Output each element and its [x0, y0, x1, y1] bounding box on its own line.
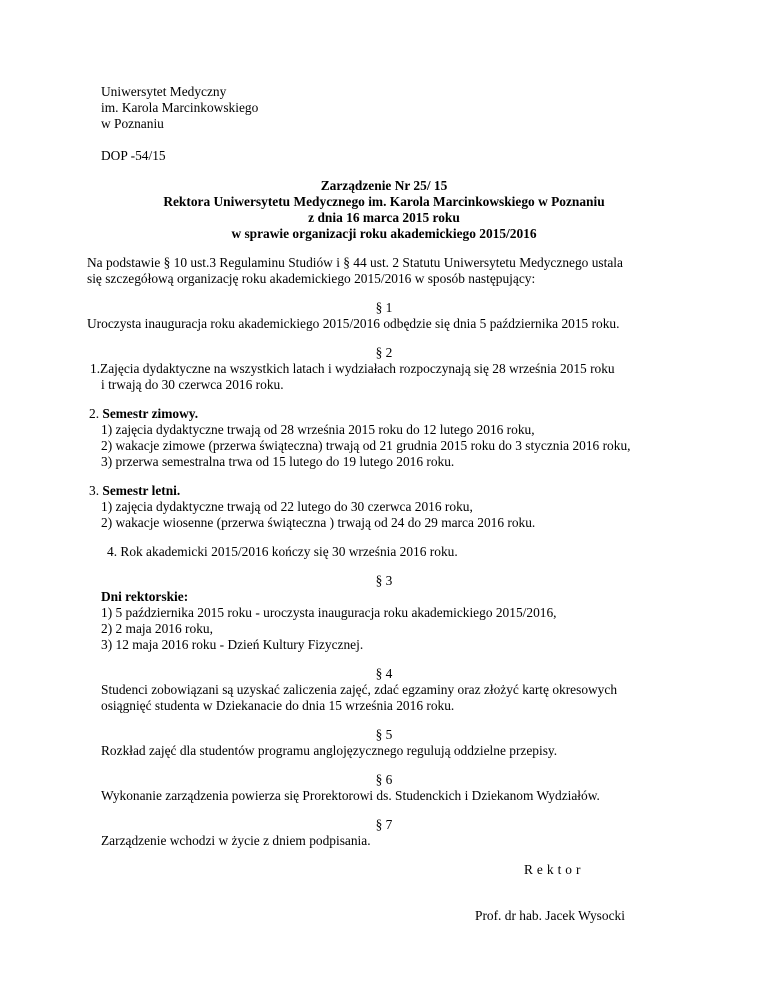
list-item: 2) wakacje wiosenne (przerwa świąteczna ) trwają od 24 do 29 marca 2016 roku. [101, 515, 536, 530]
title-line2: Rektora Uniwersytetu Medycznego im. Karola Marcinkowskiego w Poznaniu [163, 194, 605, 209]
section-7-mark: § 7 [375, 817, 393, 832]
list-item: 1) 5 października 2015 roku - uroczysta inauguracja roku akademickiego 2015/2016, [101, 605, 557, 620]
section-4-line2: osiągnięć studenta w Dziekanacie do dnia 15 września 2016 roku. [101, 698, 455, 713]
list-item: 3) 12 maja 2016 roku - Dzień Kultury Fizycznej. [101, 637, 364, 652]
header-university-line3: w Poznaniu [101, 116, 164, 131]
section-3-heading: Dni rektorskie: [101, 589, 189, 604]
list-item: 3) przerwa semestralna trwa od 15 lutego do 19 lutego 2016 roku. [101, 454, 455, 469]
title-line1: Zarządzenie Nr 25/ 15 [320, 178, 448, 193]
intro-line1: Na podstawie § 10 ust.3 Regulaminu Studiów i § 44 ust. 2 Statutu Uniwersytetu Medycznego ustala [87, 255, 623, 270]
list-item: 1) zajęcia dydaktyczne trwają od 28 września 2015 roku do 12 lutego 2016 roku, [101, 422, 535, 437]
section-5-mark: § 5 [375, 727, 393, 742]
section-2-item3-heading: 3. Semestr letni. [89, 483, 181, 498]
section-1-mark: § 1 [375, 300, 393, 315]
section-2-item1-line2: i trwają do 30 czerwca 2016 roku. [101, 377, 284, 392]
intro-line2: się szczegółową organizację roku akademickiego 2015/2016 w sposób następujący: [87, 271, 536, 286]
header-university-line2: im. Karola Marcinkowskiego [101, 100, 259, 115]
section-6-text: Wykonanie zarządzenia powierza się Prorektorowi ds. Studenckich i Dziekanom Wydziałów. [101, 788, 600, 803]
title-line3: z dnia 16 marca 2015 roku [308, 210, 460, 225]
header-university-line1: Uniwersytet Medyczny [101, 84, 227, 99]
section-2-item4: 4. Rok akademicki 2015/2016 kończy się 30 września 2016 roku. [107, 544, 458, 559]
section-2-item1-line1: 1.Zajęcia dydaktyczne na wszystkich latach i wydziałach rozpoczynają się 28 września 2015 roku [90, 361, 615, 376]
section-7-text: Zarządzenie wchodzi w życie z dniem podpisania. [101, 833, 371, 848]
section-5-text: Rozkład zajęć dla studentów programu anglojęzycznego regulują oddzielne przepisy. [101, 743, 558, 758]
section-1-text: Uroczysta inauguracja roku akademickiego 2015/2016 odbędzie się dnia 5 października 2015 roku. [87, 316, 620, 331]
section-4-mark: § 4 [375, 666, 393, 681]
list-item: 2) 2 maja 2016 roku, [101, 621, 213, 636]
list-item: 2) wakacje zimowe (przerwa świąteczna) trwają od 21 grudnia 2015 roku do 3 stycznia 2016 roku, [101, 438, 631, 453]
document-reference: DOP -54/15 [101, 148, 166, 163]
section-2-item2-heading: 2. Semestr zimowy. [89, 406, 199, 421]
signatory-name: Prof. dr hab. Jacek Wysocki [475, 908, 625, 923]
title-line4: w sprawie organizacji roku akademickiego 2015/2016 [231, 226, 537, 241]
section-6-mark: § 6 [375, 772, 393, 787]
section-2-mark: § 2 [375, 345, 393, 360]
list-item: 1) zajęcia dydaktyczne trwają od 22 lutego do 30 czerwca 2016 roku, [101, 499, 473, 514]
section-4-line1: Studenci zobowiązani są uzyskać zaliczenia zajęć, zdać egzaminy oraz złożyć kartę okresowych [101, 682, 618, 697]
signatory-title: Rektor [524, 862, 585, 877]
section-3-mark: § 3 [375, 573, 393, 588]
